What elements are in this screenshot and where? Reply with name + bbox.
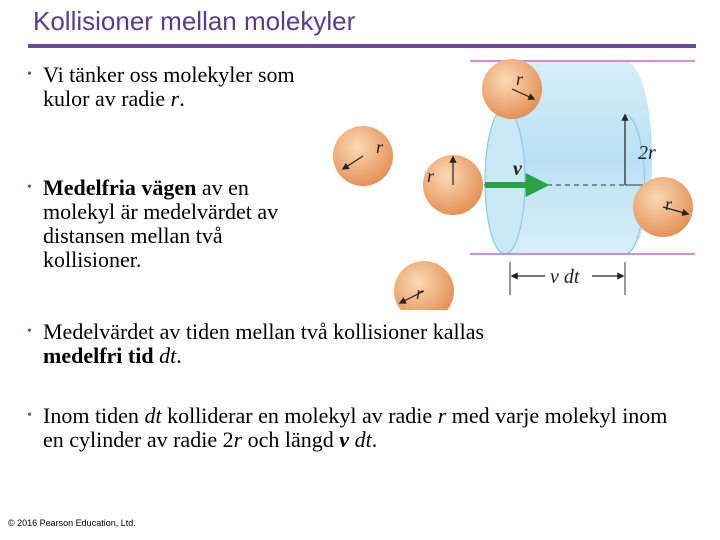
text-run: r <box>170 86 180 111</box>
bullet-mean-free-path <box>27 176 317 272</box>
text-run: Vi tänker oss molekyler som kulor av radie <box>43 62 301 111</box>
svg-text:r: r <box>665 194 673 214</box>
svg-text:r: r <box>376 137 384 157</box>
length-label: v dt <box>550 266 580 288</box>
bullet-text <box>43 63 317 111</box>
text-run: av en molekyl är medelvärdet av distansen mellan två kollisioner. <box>43 175 284 272</box>
text-run: r <box>437 403 447 428</box>
text-run: Medelvärdet av tiden mellan två kollisioner kallas <box>43 319 490 344</box>
molecule-center <box>423 155 483 215</box>
cylinder-end-cap <box>485 108 525 254</box>
molecule-top-right <box>482 59 542 119</box>
text-run: . <box>371 427 378 452</box>
text-run: . <box>179 86 185 111</box>
text-run: dt <box>354 427 372 452</box>
slide-title: Kollisioner mellan molekyler <box>33 6 356 36</box>
text-run: r <box>233 427 243 452</box>
molecule-right <box>633 177 693 237</box>
collision-cylinder-figure <box>320 55 700 310</box>
text-run: och längd <box>242 427 340 452</box>
text-run: . <box>176 343 182 368</box>
bullet-collision-cylinder <box>27 404 687 452</box>
bullet-icon: • <box>27 180 32 195</box>
text-run: dt <box>144 403 162 428</box>
bullet-text <box>43 320 567 368</box>
text-run: medelfri tid <box>43 343 154 368</box>
bullet-text <box>43 176 317 272</box>
bullet-text <box>43 404 687 452</box>
bullet-icon: • <box>27 324 32 339</box>
svg-text:r: r <box>516 69 524 89</box>
velocity-label: v <box>513 158 522 180</box>
text-run: kolliderar en molekyl av radie <box>161 403 438 428</box>
bullet-icon: • <box>27 408 32 423</box>
cylinder-radius-label: 2r <box>638 142 656 164</box>
bullet-icon: • <box>27 67 32 82</box>
text-run: v <box>339 427 350 452</box>
text-run: Inom tiden <box>43 403 145 428</box>
bullet-molecules-as-spheres <box>27 63 317 111</box>
text-run: med varje molekyl inom en cylinder av radie 2 <box>43 403 673 452</box>
molecule-left <box>333 126 393 186</box>
molecule-bottom <box>394 261 454 310</box>
svg-text:r: r <box>416 283 424 303</box>
text-run: dt <box>159 343 177 368</box>
title-divider <box>28 44 696 48</box>
bullet-mean-free-time <box>27 320 567 368</box>
copyright-notice: © 2016 Pearson Education, Ltd. <box>8 518 136 528</box>
text-run: Medelfria vägen <box>43 175 197 200</box>
svg-text:r: r <box>427 166 435 186</box>
